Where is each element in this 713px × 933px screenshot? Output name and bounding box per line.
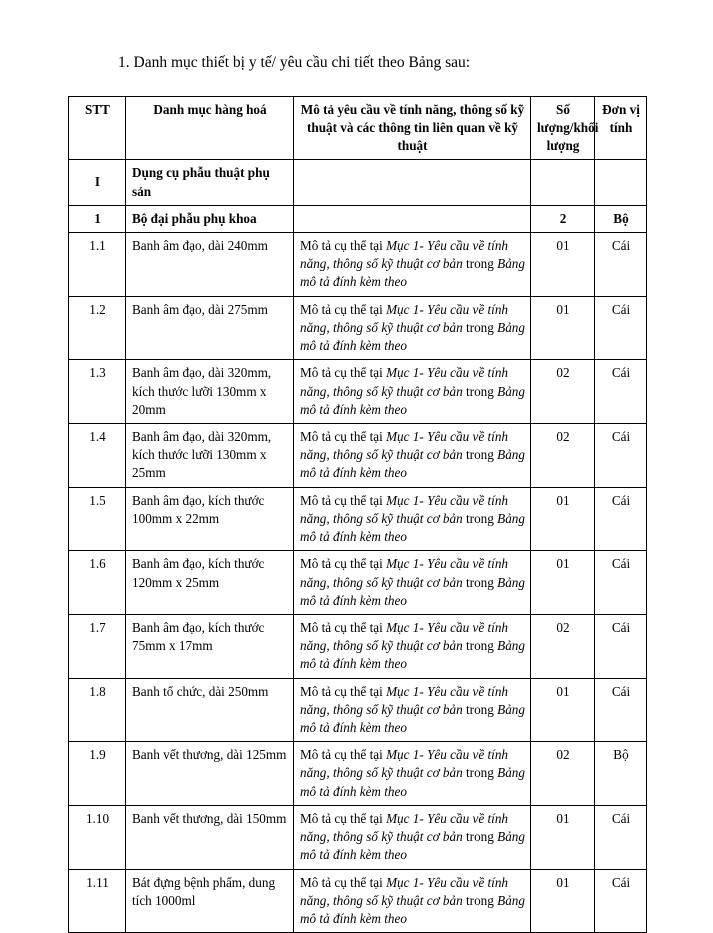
table-row bbox=[69, 487, 647, 551]
cell-description: Mô tả cụ thể tại Mục 1- Yêu cầu về tính năng, thông số kỹ thuật cơ bản trong Bảng mô tả đính kèm theo bbox=[294, 551, 531, 615]
cell-item-name: Banh tổ chức, dài 250mm bbox=[126, 678, 294, 742]
cell-item-name: Bát đựng bệnh phẩm, dung tích 1000ml bbox=[126, 869, 294, 933]
cell-quantity: 02 bbox=[531, 360, 595, 424]
column-header-stt: STT bbox=[69, 96, 126, 160]
cell-stt: 1.4 bbox=[69, 423, 126, 487]
table-row bbox=[69, 296, 647, 360]
cell-item-name: Banh âm đạo, dài 275mm bbox=[126, 296, 294, 360]
cell-description: Mô tả cụ thể tại Mục 1- Yêu cầu về tính năng, thông số kỹ thuật cơ bản trong Bảng mô tả đính kèm theo bbox=[294, 869, 531, 933]
table-row bbox=[69, 805, 647, 869]
cell-stt: 1.11 bbox=[69, 869, 126, 933]
cell-item-name: Banh âm đạo, dài 320mm, kích thước lưỡi 130mm x 20mm bbox=[126, 360, 294, 424]
cell-stt: 1.2 bbox=[69, 296, 126, 360]
cell-quantity: 01 bbox=[531, 869, 595, 933]
cell-description: Mô tả cụ thể tại Mục 1- Yêu cầu về tính năng, thông số kỹ thuật cơ bản trong Bảng mô tả đính kèm theo bbox=[294, 614, 531, 678]
table-body bbox=[69, 160, 647, 933]
cell-item-name: Banh âm đạo, dài 320mm, kích thước lưỡi 130mm x 25mm bbox=[126, 423, 294, 487]
cell-item-name: Banh âm đạo, kích thước 100mm x 22mm bbox=[126, 487, 294, 551]
cell-item-name: Banh âm đạo, kích thước 120mm x 25mm bbox=[126, 551, 294, 615]
cell-quantity: 02 bbox=[531, 614, 595, 678]
cell-description: Mô tả cụ thể tại Mục 1- Yêu cầu về tính năng, thông số kỹ thuật cơ bản trong Bảng mô tả đính kèm theo bbox=[294, 423, 531, 487]
cell-description: Mô tả cụ thể tại Mục 1- Yêu cầu về tính năng, thông số kỹ thuật cơ bản trong Bảng mô tả đính kèm theo bbox=[294, 233, 531, 297]
cell-unit: Cái bbox=[595, 487, 647, 551]
cell-stt: 1.5 bbox=[69, 487, 126, 551]
cell-stt: 1.9 bbox=[69, 742, 126, 806]
cell-quantity: 01 bbox=[531, 233, 595, 297]
cell-unit: Bộ bbox=[595, 205, 647, 232]
cell-unit: Cái bbox=[595, 296, 647, 360]
table-row bbox=[69, 742, 647, 806]
cell-item-name: Banh vết thương, dài 125mm bbox=[126, 742, 294, 806]
table-section-row bbox=[69, 160, 647, 205]
cell-description: Mô tả cụ thể tại Mục 1- Yêu cầu về tính năng, thông số kỹ thuật cơ bản trong Bảng mô tả đính kèm theo bbox=[294, 742, 531, 806]
table-row bbox=[69, 614, 647, 678]
cell-description bbox=[294, 160, 531, 205]
cell-stt: I bbox=[69, 160, 126, 205]
table-row bbox=[69, 551, 647, 615]
cell-stt: 1.10 bbox=[69, 805, 126, 869]
cell-description: Mô tả cụ thể tại Mục 1- Yêu cầu về tính năng, thông số kỹ thuật cơ bản trong Bảng mô tả đính kèm theo bbox=[294, 296, 531, 360]
table-row bbox=[69, 233, 647, 297]
cell-unit: Bộ bbox=[595, 742, 647, 806]
cell-description: Mô tả cụ thể tại Mục 1- Yêu cầu về tính năng, thông số kỹ thuật cơ bản trong Bảng mô tả đính kèm theo bbox=[294, 487, 531, 551]
column-header-unit: Đơn vị tính bbox=[595, 96, 647, 160]
cell-unit: Cái bbox=[595, 869, 647, 933]
cell-quantity: 02 bbox=[531, 423, 595, 487]
cell-quantity: 01 bbox=[531, 678, 595, 742]
cell-stt: 1 bbox=[69, 205, 126, 232]
cell-item-name: Bộ đại phẫu phụ khoa bbox=[126, 205, 294, 232]
cell-unit bbox=[595, 160, 647, 205]
cell-item-name: Dụng cụ phẫu thuật phụ sản bbox=[126, 160, 294, 205]
column-header-name: Danh mục hàng hoá bbox=[126, 96, 294, 160]
cell-description: Mô tả cụ thể tại Mục 1- Yêu cầu về tính năng, thông số kỹ thuật cơ bản trong Bảng mô tả đính kèm theo bbox=[294, 678, 531, 742]
table-row bbox=[69, 423, 647, 487]
cell-unit: Cái bbox=[595, 233, 647, 297]
cell-stt: 1.1 bbox=[69, 233, 126, 297]
cell-quantity: 01 bbox=[531, 805, 595, 869]
table-header-row bbox=[69, 96, 647, 160]
cell-item-name: Banh âm đạo, dài 240mm bbox=[126, 233, 294, 297]
cell-quantity: 02 bbox=[531, 742, 595, 806]
cell-quantity: 01 bbox=[531, 296, 595, 360]
cell-unit: Cái bbox=[595, 805, 647, 869]
table-row bbox=[69, 360, 647, 424]
cell-unit: Cái bbox=[595, 551, 647, 615]
table-row bbox=[69, 678, 647, 742]
column-header-quantity: Số lượng/khối lượng bbox=[531, 96, 595, 160]
table-row bbox=[69, 869, 647, 933]
page-heading: 1. Danh mục thiết bị y tế/ yêu cầu chi tiết theo Bảng sau: bbox=[118, 54, 471, 71]
cell-unit: Cái bbox=[595, 360, 647, 424]
cell-stt: 1.6 bbox=[69, 551, 126, 615]
cell-quantity: 2 bbox=[531, 205, 595, 232]
cell-item-name: Banh vết thương, dài 150mm bbox=[126, 805, 294, 869]
cell-unit: Cái bbox=[595, 678, 647, 742]
cell-quantity bbox=[531, 160, 595, 205]
column-header-description: Mô tả yêu cầu về tính năng, thông số kỹ thuật và các thông tin liên quan về kỹ thuật bbox=[294, 96, 531, 160]
cell-description: Mô tả cụ thể tại Mục 1- Yêu cầu về tính năng, thông số kỹ thuật cơ bản trong Bảng mô tả đính kèm theo bbox=[294, 805, 531, 869]
cell-description: Mô tả cụ thể tại Mục 1- Yêu cầu về tính năng, thông số kỹ thuật cơ bản trong Bảng mô tả đính kèm theo bbox=[294, 360, 531, 424]
cell-stt: 1.8 bbox=[69, 678, 126, 742]
cell-stt: 1.7 bbox=[69, 614, 126, 678]
cell-item-name: Banh âm đạo, kích thước 75mm x 17mm bbox=[126, 614, 294, 678]
table-section-row bbox=[69, 205, 647, 232]
table-header bbox=[69, 96, 647, 160]
cell-quantity: 01 bbox=[531, 551, 595, 615]
cell-unit: Cái bbox=[595, 423, 647, 487]
equipment-table bbox=[68, 96, 647, 933]
cell-unit: Cái bbox=[595, 614, 647, 678]
cell-quantity: 01 bbox=[531, 487, 595, 551]
cell-stt: 1.3 bbox=[69, 360, 126, 424]
cell-description bbox=[294, 205, 531, 232]
